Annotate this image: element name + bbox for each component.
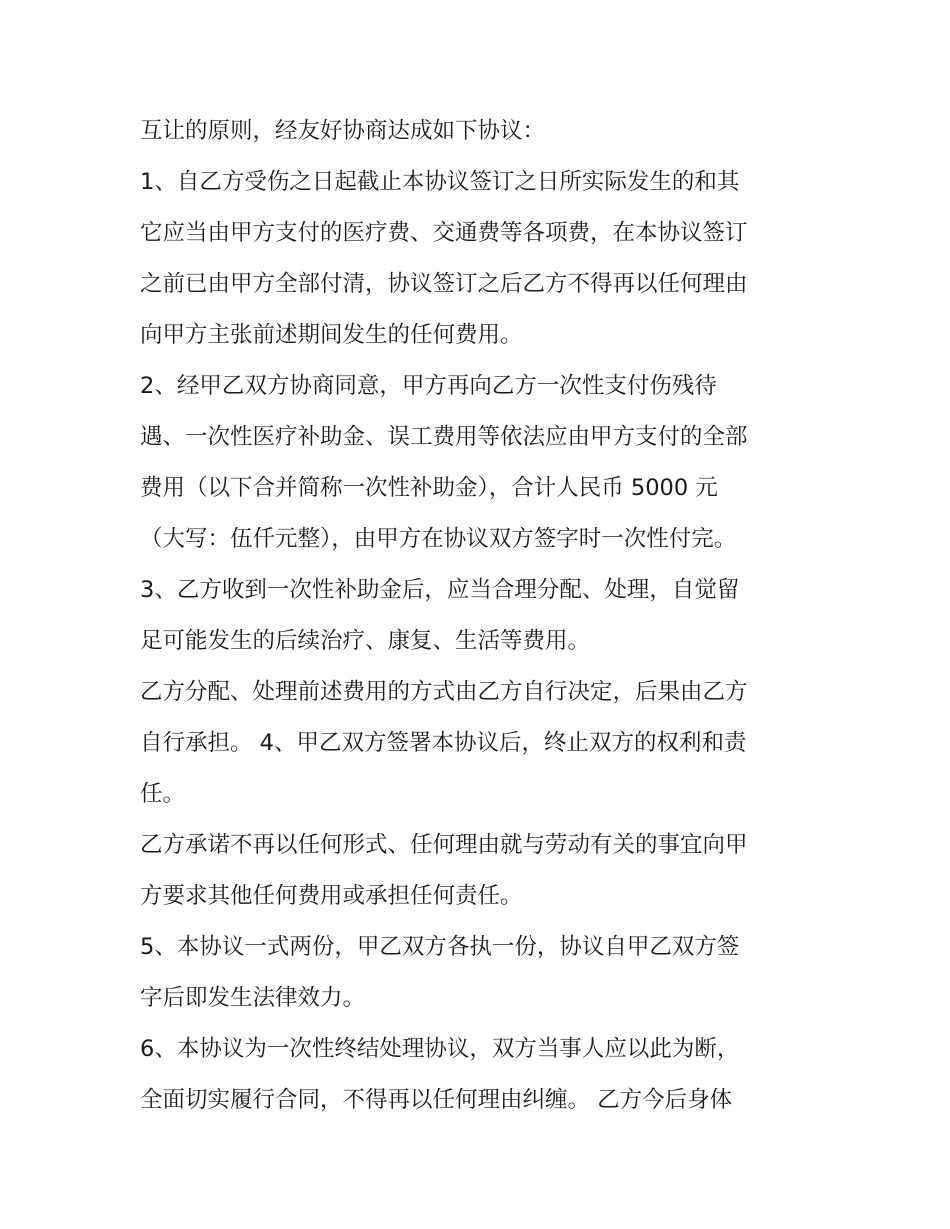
text-line: 5、本协议一式两份，甲乙双方各执一份，协议自甲乙双方签 <box>140 934 740 960</box>
text-line: 方要求其他任何费用或承担任何责任。 <box>140 883 523 909</box>
text-line: 足可能发生的后续治疗、康复、生活等费用。 <box>140 628 591 654</box>
text-line: 之前已由甲方全部付清，协议签订之后乙方不得再以任何理由 <box>140 271 748 297</box>
text-line: 任。 <box>140 781 186 807</box>
text-line: 乙方分配、处理前述费用的方式由乙方自行决定，后果由乙方 <box>140 679 748 705</box>
text-line: 2、经甲乙双方协商同意，甲方再向乙方一次性支付伤残待 <box>140 373 717 399</box>
text-line: （大写：伍仟元整），由甲方在协议双方签字时一次性付完。 <box>140 526 737 552</box>
text-line: 1、自乙方受伤之日起截止本协议签订之日所实际发生的和其 <box>140 169 740 195</box>
text-line: 互让的原则，经友好协商达成如下协议： <box>140 118 546 144</box>
text-line: 自行承担。 4、甲乙双方签署本协议后，终止双方的权利和责 <box>140 730 747 756</box>
document-body <box>140 106 820 1126</box>
text-line: 它应当由甲方支付的医疗费、交通费等各项费，在本协议签订 <box>140 220 748 246</box>
text-line: 乙方承诺不再以任何形式、任何理由就与劳动有关的事宜向甲 <box>140 832 748 858</box>
text-line: 3、乙方收到一次性补助金后，应当合理分配、处理，自觉留 <box>140 577 740 603</box>
text-line: 全面切实履行合同，不得再以任何理由纠缠。 乙方今后身体 <box>140 1087 733 1113</box>
text-line: 6、本协议为一次性终结处理协议，双方当事人应以此为断， <box>140 1036 740 1062</box>
text-line: 向甲方主张前述期间发生的任何费用。 <box>140 322 523 348</box>
text-line: 费用（以下合并简称一次性补助金），合计人民币 5000 元 <box>140 475 718 501</box>
text-line: 字后即发生法律效力。 <box>140 985 366 1011</box>
text-line: 遇、一次性医疗补助金、误工费用等依法应由甲方支付的全部 <box>140 424 748 450</box>
